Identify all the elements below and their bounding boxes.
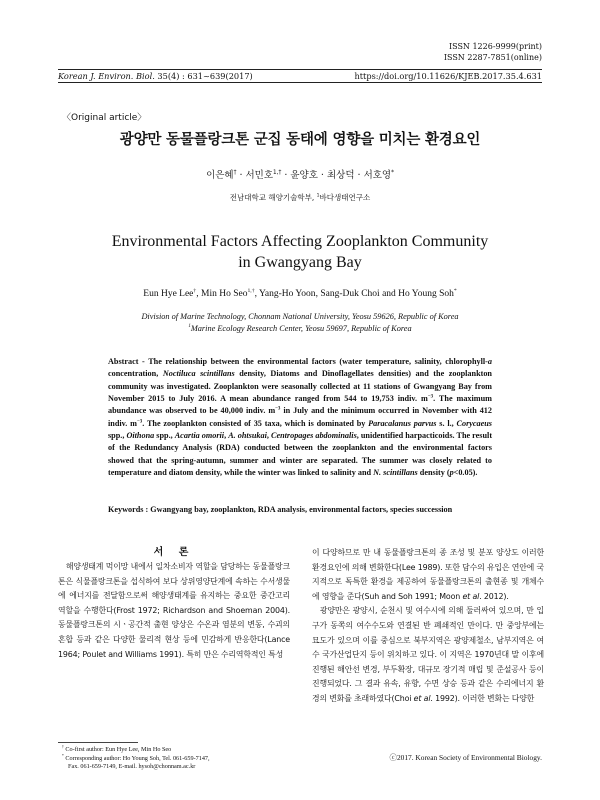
species-name: Paracalanus parvus xyxy=(368,418,437,428)
abstract-text: , xyxy=(266,431,271,441)
footnote-rule xyxy=(58,742,138,743)
right-para-2-end: . 1992). 이러한 변화는 다양한 xyxy=(430,693,535,703)
kor-affil-sup: 1 xyxy=(316,193,320,199)
abstract-text: . The maximum abundance was observed to be 40,000 indiv. m xyxy=(108,394,492,416)
species-name: Centropages abdominalis xyxy=(271,431,357,441)
species-name: A. ohtsukai xyxy=(228,431,267,441)
right-para-2 xyxy=(312,604,544,706)
footnote-cofirst xyxy=(62,746,294,755)
kor-author-1: 이은혜 xyxy=(206,170,234,181)
keywords xyxy=(108,505,492,514)
right-para-1-end: . 2012). xyxy=(479,591,509,601)
abstract-text: . The zooplankton consisted of 35 taxa, which is dominated by xyxy=(142,418,369,428)
abstract-dash: - xyxy=(138,357,149,366)
eng-author-2: Min Ho Seo xyxy=(201,289,248,299)
abstract-text: spp., xyxy=(154,431,175,441)
english-affiliation xyxy=(58,311,542,335)
body-left-column: 해양생태계 먹이망 내에서 일차소비자 역할을 담당하는 동물플랑크톤은 식물플랑크톤을 섭식하여 보다 상위영양단계에 속하는 수서생물에 에너지를 전달함으로써 해양생태계를 유지하는 중요한 중간고리 역할을 수행한다(Frost 1972; Richardson and Shoeman 2004). 동물플랑크톤의 시ㆍ공간적 출현 양상은 수온과 염분의 변동, 수괴의 혼합 등과 같은 다양한 물리적 현상 등에 민감하게 반응한다(Lance 1964; Poulet and Williams 1991). 특히 만은 수리역학적인 특성 xyxy=(58,562,290,659)
header-rule-top xyxy=(58,69,542,70)
species-name: Corycaeus xyxy=(456,418,492,428)
english-title-line1: Environmental Factors Affecting Zooplankton Community xyxy=(111,233,489,250)
abstract-label: Abstract xyxy=(108,357,139,366)
copyright-notice: ⓒ2017. Korean Society of Environmental Biology. xyxy=(389,753,542,762)
right-para-1-text: 이 다양하므로 만 내 동물플랑크톤의 종 조성 및 분포 양상도 이러한 환경요인에 의해 변화한다(Lee 1989). 또한 담수의 유입은 연안에 국지적으로 독특한 환경을 제공하여 동물플랑크톤의 출현종 및 개체수에 영향을 준다(Suh and Soh 1991; Moon xyxy=(312,548,544,601)
abstract-text: The relationship between the environmental factors (water temperature, salinity, chlorophyll- xyxy=(148,357,488,366)
kor-author-3: 윤양호 xyxy=(290,170,318,181)
body-right-column xyxy=(312,546,544,707)
eng-author-1-sup: † xyxy=(193,287,197,294)
korean-affiliation xyxy=(58,192,542,203)
section-heading-introduction: 서 론 xyxy=(153,547,195,558)
issn-online: ISSN 2287-7851(online) xyxy=(443,53,542,62)
abstract-text: , xyxy=(224,431,229,441)
abstract-text: s. l., xyxy=(436,418,457,428)
english-authors: Eun Hye Lee†, Min Ho Seo$^{1,\dagger}$, Yang-Ho Yoon, Sang-Duk Choi and Ho Young Soh* xyxy=(143,287,457,299)
abstract-text: density ( xyxy=(417,468,450,478)
footnote-contact: Fax. 061-659-7149, E-mail. hysoh@chonnam.ac.kr xyxy=(68,763,196,771)
journal-citation xyxy=(58,71,253,81)
abstract-text: spp., xyxy=(108,431,127,441)
kor-author-1-sup: † xyxy=(233,169,237,176)
species-name: Oithona xyxy=(126,431,155,441)
abstract-text: , unidentified harpacticoids. The result of the Redundancy Analysis (RDA) conducted between the zooplankton and the environmental factors showed that the spring-autumn, summer and winter are separated. The summer was closely related to temperature and diatom density, while the winter was linked to salinity and xyxy=(108,431,493,478)
header-rule-bottom xyxy=(58,82,542,83)
doi-link[interactable]: https://doi.org/10.11626/KJEB.2017.35.4.631 xyxy=(354,71,542,81)
article-type: 〈Original article〉 xyxy=(62,113,147,123)
eng-affil-1: Division of Marine Technology, Chonnam National University, Yeosu 59626, Republic of Korea xyxy=(141,312,459,321)
eng-author-4: Sang-Duk Choi xyxy=(320,289,380,299)
eng-author-2-sup: 1,† xyxy=(247,287,255,294)
issn-print: ISSN 1226-9999(print) xyxy=(448,42,542,51)
right-para-1 xyxy=(312,548,544,601)
eng-affil-2: Marine Ecology Research Center, Yeosu 59697, Republic of Korea xyxy=(190,324,412,333)
abstract xyxy=(108,356,492,479)
kor-affil-main: 전남대학교 해양기술학부, xyxy=(229,193,317,202)
eng-author-5: Ho Young Soh xyxy=(398,289,454,299)
english-title-line2: in Gwangyang Bay xyxy=(238,254,362,271)
keywords-text: Gwangyang bay, zooplankton, RDA analysis, environmental factors, species succession xyxy=(150,505,453,514)
korean-authors: 이은혜† · 서민호$^{1,\dagger}$ · 윤양호 · 최상덕 · 서호영* xyxy=(206,169,394,181)
right-para-2-text: 광양만은 광양시, 순천시 및 여수시에 의해 둘러싸여 있으며, 만 입구가 동쪽의 여수수도와 연결된 반 폐쇄적인 만이다. 만 중앙부에는 묘도가 있으며 이를 중심으로 북부지역은 광양제철소, 남부지역은 여수 국가산업단지 등이 위치하고 있다. 이 지역은 1970년대 말 이후에 진행된 해안선 변경, 부두확장, 대규모 장기적 매립 및 준설공사 등이 진행되었다. 그 결과 유속, 유향, 수면 상승 등과 같은 수리에너지 환경의 변화를 초래하였다(Choi xyxy=(312,606,544,703)
unit-sup: −3 xyxy=(427,394,434,400)
eng-affil-2-line xyxy=(58,323,542,335)
eng-author-3: Yang-Ho Yoon xyxy=(258,289,316,299)
fn2-text: Corresponding author: Ho Young Soh, Tel. 061-659-7147, xyxy=(63,754,210,762)
et-al: et al xyxy=(413,693,431,703)
abstract-text: in July and the minimum occurred in November with 412 indiv. m xyxy=(108,406,492,428)
korean-title: 광양만 동물플랑크톤 군집 동태에 영향을 미치는 환경요인 xyxy=(119,132,481,148)
kor-author-5: 서호영 xyxy=(363,170,392,181)
journal-volume: 35(4) : 631~639(2017) xyxy=(157,71,253,81)
unit-sup: −3 xyxy=(275,406,281,412)
footnote-corresponding xyxy=(62,755,294,764)
kor-author-4: 최상덕 xyxy=(326,170,355,181)
eng-affil-2-sup: 1 xyxy=(188,324,191,330)
journal-name: Korean J. Environ. Biol. xyxy=(58,71,155,81)
fn1-sup: † xyxy=(62,744,64,749)
abstract-ital: a xyxy=(487,357,492,366)
species-name: N. scintillans xyxy=(373,468,418,478)
kor-author-2: 서민호 xyxy=(245,170,274,181)
footnotes xyxy=(62,746,294,772)
kor-author-5-sup: * xyxy=(391,169,394,176)
p-value: p xyxy=(449,468,454,478)
eng-author-5-sup: * xyxy=(453,287,457,294)
abstract-text: concentration, xyxy=(108,369,163,379)
kor-affil-second: 바다생태연구소 xyxy=(319,193,371,202)
kor-author-2-sup: 1,† xyxy=(273,169,282,176)
species-name: Noctiluca scintillans xyxy=(162,369,235,379)
running-header xyxy=(58,71,542,81)
species-name: Acartia omorii xyxy=(174,431,225,441)
abstract-text: density, Diatoms and Dinoflagellates densities) and the zooplankton community was investigated. Zooplankton were seasonally collected at 11 stations of Gwangyang Bay from November 2015 to July 2016. A mean abundance ranged from 544 to 19,753 indiv. m xyxy=(108,369,492,404)
unit-sup: −3 xyxy=(136,418,143,424)
eng-author-1: Eun Hye Lee xyxy=(143,289,194,299)
abstract-text: <0.05). xyxy=(453,468,478,478)
english-title xyxy=(58,231,542,273)
fn1-text: Co-first author: Eun Hye Lee, Min Ho Seo xyxy=(63,746,172,753)
fn2-sup: * xyxy=(62,753,64,758)
keywords-label: Keywords : xyxy=(108,505,151,514)
et-al: et al xyxy=(462,591,480,601)
